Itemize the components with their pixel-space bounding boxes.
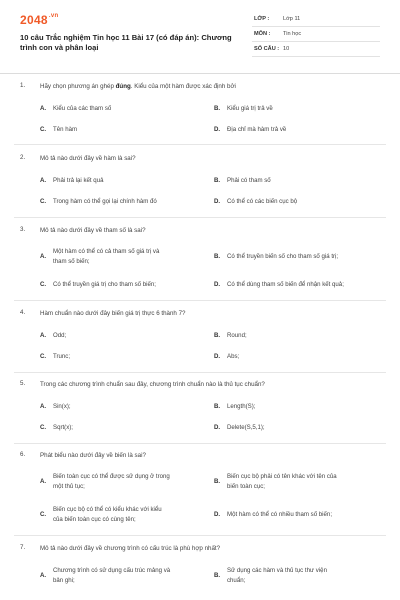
question-divider — [14, 217, 386, 218]
option-text: Kiểu giá trị trả về — [227, 105, 273, 112]
meta-row-count — [252, 42, 380, 57]
option-text-line: Sử dụng các hàm và thủ tục thư viện — [227, 567, 327, 574]
question-number: 4. — [20, 309, 26, 316]
option-text: Trong hàm có thể gọi lại chính hàm đó — [53, 198, 157, 205]
option-text-line: Biến toàn cục có thể được sử dụng ở trong — [53, 473, 170, 480]
option-letter: C. — [40, 198, 47, 205]
option-letter: D. — [214, 281, 221, 288]
option-letter: D. — [214, 424, 221, 431]
meta-label: MÔN : — [254, 31, 271, 37]
option-letter: A. — [40, 478, 47, 485]
option-text-line: Một hàm có thể có cả tham số giá trị và — [53, 248, 160, 255]
option-text: Có thể truyền biến số cho tham số giá trị; — [227, 253, 339, 260]
option-text: Sin(x); — [53, 403, 71, 410]
option-letter: B. — [214, 332, 221, 339]
answer-option[interactable] — [40, 247, 210, 267]
option-letter: C. — [40, 511, 47, 518]
question-number: 3. — [20, 226, 26, 233]
meta-value: Tin học — [283, 31, 302, 37]
question-text — [40, 82, 380, 91]
option-letter: D. — [214, 511, 221, 518]
answer-option[interactable] — [214, 472, 389, 492]
meta-value: Lớp 11 — [283, 16, 301, 22]
answer-option[interactable] — [40, 566, 212, 586]
page-header — [0, 0, 400, 70]
option-text: Có thể truyền giá trị cho tham số biến; — [53, 281, 156, 288]
option-text: Delete(S,5,1); — [227, 424, 265, 431]
option-text: Sqrt(x); — [53, 424, 73, 431]
question-number: 7. — [20, 544, 26, 551]
logo-suffix: .vn — [48, 13, 59, 19]
option-text: Một hàm có thể có nhiều tham số biến; — [227, 511, 333, 518]
question-number: 6. — [20, 451, 26, 458]
option-text-line: biến toàn cục; — [227, 483, 265, 490]
option-text-line: tham số biến; — [53, 258, 90, 265]
option-letter: A. — [40, 403, 47, 410]
answer-option[interactable] — [214, 566, 389, 586]
option-letter: C. — [40, 424, 47, 431]
question-number: 1. — [20, 82, 26, 89]
site-logo[interactable] — [20, 13, 58, 27]
meta-row-subject — [252, 27, 380, 42]
option-text-line: Biến cục bộ phải có tên khác với tên của — [227, 473, 337, 480]
question-divider — [14, 535, 386, 536]
meta-value: 10 — [283, 46, 290, 52]
option-text-line: Chương trình có sử dụng cấu trúc mảng và — [53, 567, 171, 574]
option-letter: D. — [214, 126, 221, 133]
option-letter: B. — [214, 177, 221, 184]
question-divider — [14, 300, 386, 301]
option-letter: A. — [40, 332, 47, 339]
option-letter: A. — [40, 105, 47, 112]
question-text-part: Hãy chọn phương án ghép — [40, 83, 116, 90]
option-letter: A. — [40, 177, 47, 184]
question-number: 5. — [20, 380, 26, 387]
question-text: Mô tả nào dưới đây về chương trình có cấu trúc là phù hợp nhất? — [40, 545, 221, 552]
question-text-emphasis: đúng — [115, 83, 131, 90]
option-text: Length(S); — [227, 403, 256, 410]
option-letter: A. — [40, 572, 47, 579]
meta-row-class — [252, 12, 380, 27]
option-letter: B. — [214, 253, 221, 260]
option-text: Round; — [227, 332, 247, 339]
option-text: Tên hàm — [53, 126, 78, 133]
question-text: Hàm chuẩn nào dưới đây biến giá trị thực 6 thành 7? — [40, 310, 186, 317]
document-title: 10 câu Trắc nghiệm Tin học 11 Bài 17 (có đáp án): Chương trình con và phân loại — [20, 33, 232, 52]
option-text-line: một thủ tục; — [53, 483, 85, 490]
option-letter: C. — [40, 353, 47, 360]
option-letter: B. — [214, 572, 221, 579]
option-letter: A. — [40, 253, 47, 260]
meta-table — [252, 12, 380, 57]
question-number: 2. — [20, 154, 26, 161]
question-text: Phát biểu nào dưới đây về biến là sai? — [40, 452, 146, 459]
option-letter: B. — [214, 478, 221, 485]
question-text: Mô tả nào dưới đây về tham số là sai? — [40, 227, 146, 234]
option-text-line: của biến toàn cục có cùng tên; — [53, 516, 136, 523]
option-letter: B. — [214, 403, 221, 410]
option-text-line: Biến cục bộ có thể có kiểu khác với kiểu — [53, 506, 162, 513]
option-text: Phải có tham số — [227, 177, 271, 184]
meta-label: SỐ CÂU : — [254, 46, 280, 52]
option-text: Có thể dùng tham số biến để nhận kết quả; — [227, 281, 344, 288]
header-divider — [0, 73, 400, 74]
meta-label: LỚP : — [254, 16, 270, 22]
option-text: Phải trả lại kết quả — [53, 177, 104, 184]
option-letter: C. — [40, 281, 47, 288]
option-text: Odd; — [53, 332, 67, 339]
answer-option[interactable] — [40, 472, 212, 492]
question-text-part: . Kiểu của một hàm được xác định bởi — [130, 83, 236, 90]
question-divider — [14, 144, 386, 145]
answer-option[interactable] — [40, 505, 212, 525]
option-letter: C. — [40, 126, 47, 133]
option-text: Địa chỉ mà hàm trả về — [227, 126, 287, 133]
option-text: Có thể có các biến cục bộ — [227, 198, 298, 205]
question-text: Trong các chương trình chuẩn sau đây, chương trình chuẩn nào là thủ tục chuẩn? — [40, 381, 265, 388]
option-letter: D. — [214, 353, 221, 360]
question-divider — [14, 372, 386, 373]
option-letter: B. — [214, 105, 221, 112]
question-divider — [14, 443, 386, 444]
logo-text: 2048 — [20, 13, 48, 27]
option-text-line: chuẩn; — [227, 577, 246, 584]
option-text: Trunc; — [53, 353, 71, 360]
option-text: Abs; — [227, 353, 240, 360]
option-text: Kiểu của các tham số — [53, 105, 112, 112]
question-text: Mô tả nào dưới đây về hàm là sai? — [40, 155, 136, 162]
option-letter: D. — [214, 198, 221, 205]
option-text-line: bản ghi; — [53, 577, 75, 584]
